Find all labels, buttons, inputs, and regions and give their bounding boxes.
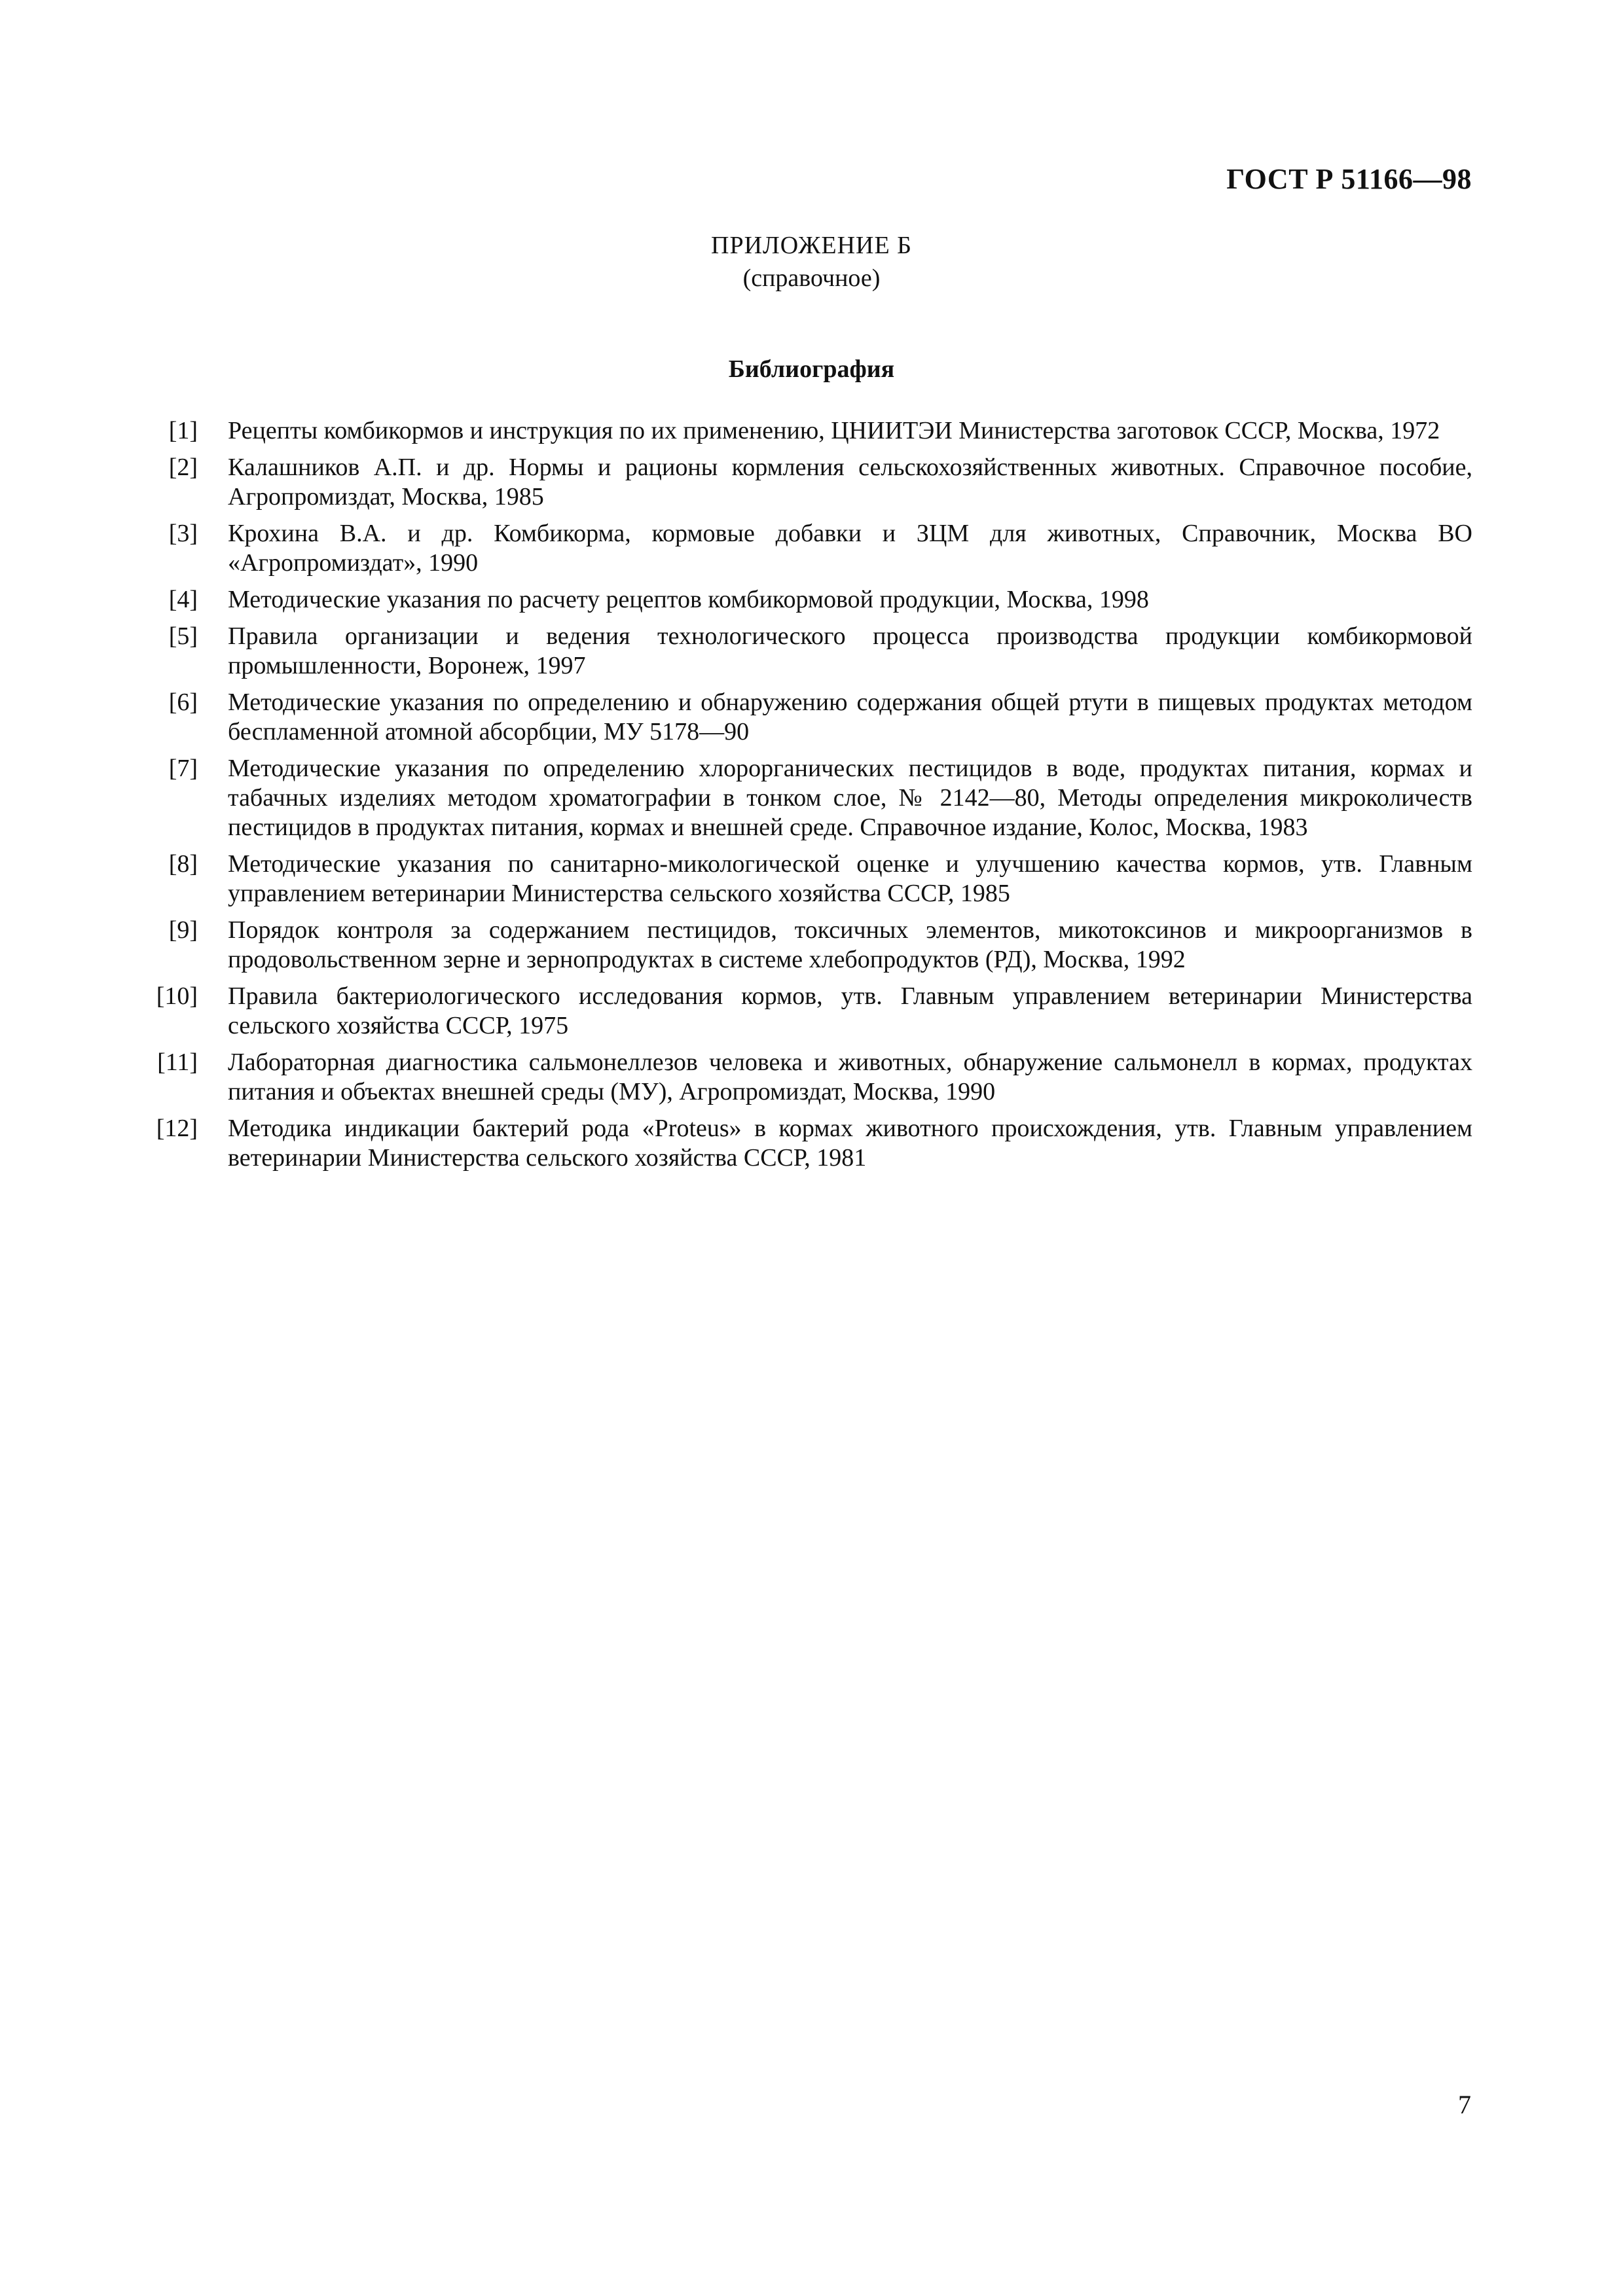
bibliography-item — [151, 519, 1472, 578]
bibliography-item-text: Правила организации и ведения технологического процесса производства продукции комбикормовой промышленности, Воронеж, 1997 — [228, 622, 1472, 679]
page-number: 7 — [1458, 2090, 1471, 2119]
bibliography-item-text: Порядок контроля за содержанием пестицидов, токсичных элементов, микотоксинов и микроорганизмов в продовольственном зерне и зернопродуктах в системе хлебопродуктов (РД), Москва, 1992 — [228, 916, 1472, 973]
bibliography-item — [151, 622, 1472, 681]
bibliography-item-text: Методические указания по определению хлорорганических пестицидов в воде, продуктах питания, кормах и табачных изделиях методом хроматографии в тонком слое, № 2142—80, Методы определения микроколичеств пестицидов в продуктах питания, кормах и внешней среде. Справочное издание, Колос, Москва, 1983 — [228, 755, 1472, 841]
bibliography-item-number: [2] — [168, 454, 198, 481]
bibliography-item-text: Рецепты комбикормов и инструкция по их применению, ЦНИИТЭИ Министерства заготовок СССР, Москва, 1972 — [228, 417, 1440, 444]
document-code: ГОСТ Р 51166—98 — [1226, 163, 1472, 195]
bibliography-item — [151, 1114, 1472, 1173]
bibliography-item-text: Методические указания по санитарно-микологической оценке и улучшению качества кормов, утв. Главным управлением ветеринарии Министерства сельского хозяйства СССР, 1985 — [228, 850, 1472, 907]
bibliography-item — [151, 585, 1472, 615]
bibliography-item-text: Правила бактериологического исследования кормов, утв. Главным управлением ветеринарии Министерства сельского хозяйства СССР, 1975 — [228, 982, 1472, 1039]
appendix-subtitle: (справочное) — [742, 264, 881, 292]
bibliography-item-number: [9] — [168, 916, 198, 944]
bibliography-item-number: [6] — [168, 689, 198, 716]
bibliography-item — [151, 754, 1472, 842]
bibliography-item-text: Лабораторная диагностика сальмонеллезов человека и животных, обнаружение сальмонелл в кормах, продуктах питания и объектах внешней среды (МУ), Агропромиздат, Москва, 1990 — [228, 1049, 1472, 1105]
bibliography-item-number: [10] — [156, 982, 198, 1010]
bibliography-list — [151, 416, 1472, 1180]
bibliography-item — [151, 688, 1472, 747]
bibliography-item-text: Методические указания по расчету рецептов комбикормовой продукции, Москва, 1998 — [228, 586, 1149, 613]
appendix-heading — [0, 229, 1623, 295]
bibliography-item-text: Методика индикации бактерий рода «Proteus» в кормах животного происхождения, утв. Главным управлением ветеринарии Министерства сельского хозяйства СССР, 1981 — [228, 1115, 1472, 1172]
bibliography-item — [151, 916, 1472, 975]
bibliography-item-number: [3] — [168, 520, 198, 547]
bibliography-item — [151, 850, 1472, 908]
bibliography-item — [151, 1048, 1472, 1107]
bibliography-item-text: Крохина В.А. и др. Комбикорма, кормовые добавки и ЗЦМ для животных, Справочник, Москва ВО «Агропромиздат», 1990 — [228, 520, 1472, 577]
bibliography-item-number: [4] — [168, 586, 198, 613]
bibliography-item — [151, 982, 1472, 1041]
bibliography-item — [151, 453, 1472, 512]
bibliography-item-number: [11] — [157, 1049, 198, 1076]
bibliography-item-number: [7] — [168, 755, 198, 782]
bibliography-item-number: [1] — [168, 417, 198, 444]
bibliography-item — [151, 416, 1472, 446]
bibliography-title: Библиография — [728, 355, 895, 383]
bibliography-item-text: Калашников А.П. и др. Нормы и рационы кормления сельскохозяйственных животных. Справочное пособие, Агропромиздат, Москва, 1985 — [228, 454, 1472, 511]
bibliography-item-number: [12] — [156, 1115, 198, 1142]
bibliography-item-number: [8] — [168, 850, 198, 878]
bibliography-item-text: Методические указания по определению и обнаружению содержания общей ртути в пищевых продуктах методом беспламенной атомной абсорбции, МУ 5178—90 — [228, 689, 1472, 745]
appendix-title: ПРИЛОЖЕНИЕ Б — [711, 232, 912, 259]
bibliography-item-number: [5] — [168, 622, 198, 650]
